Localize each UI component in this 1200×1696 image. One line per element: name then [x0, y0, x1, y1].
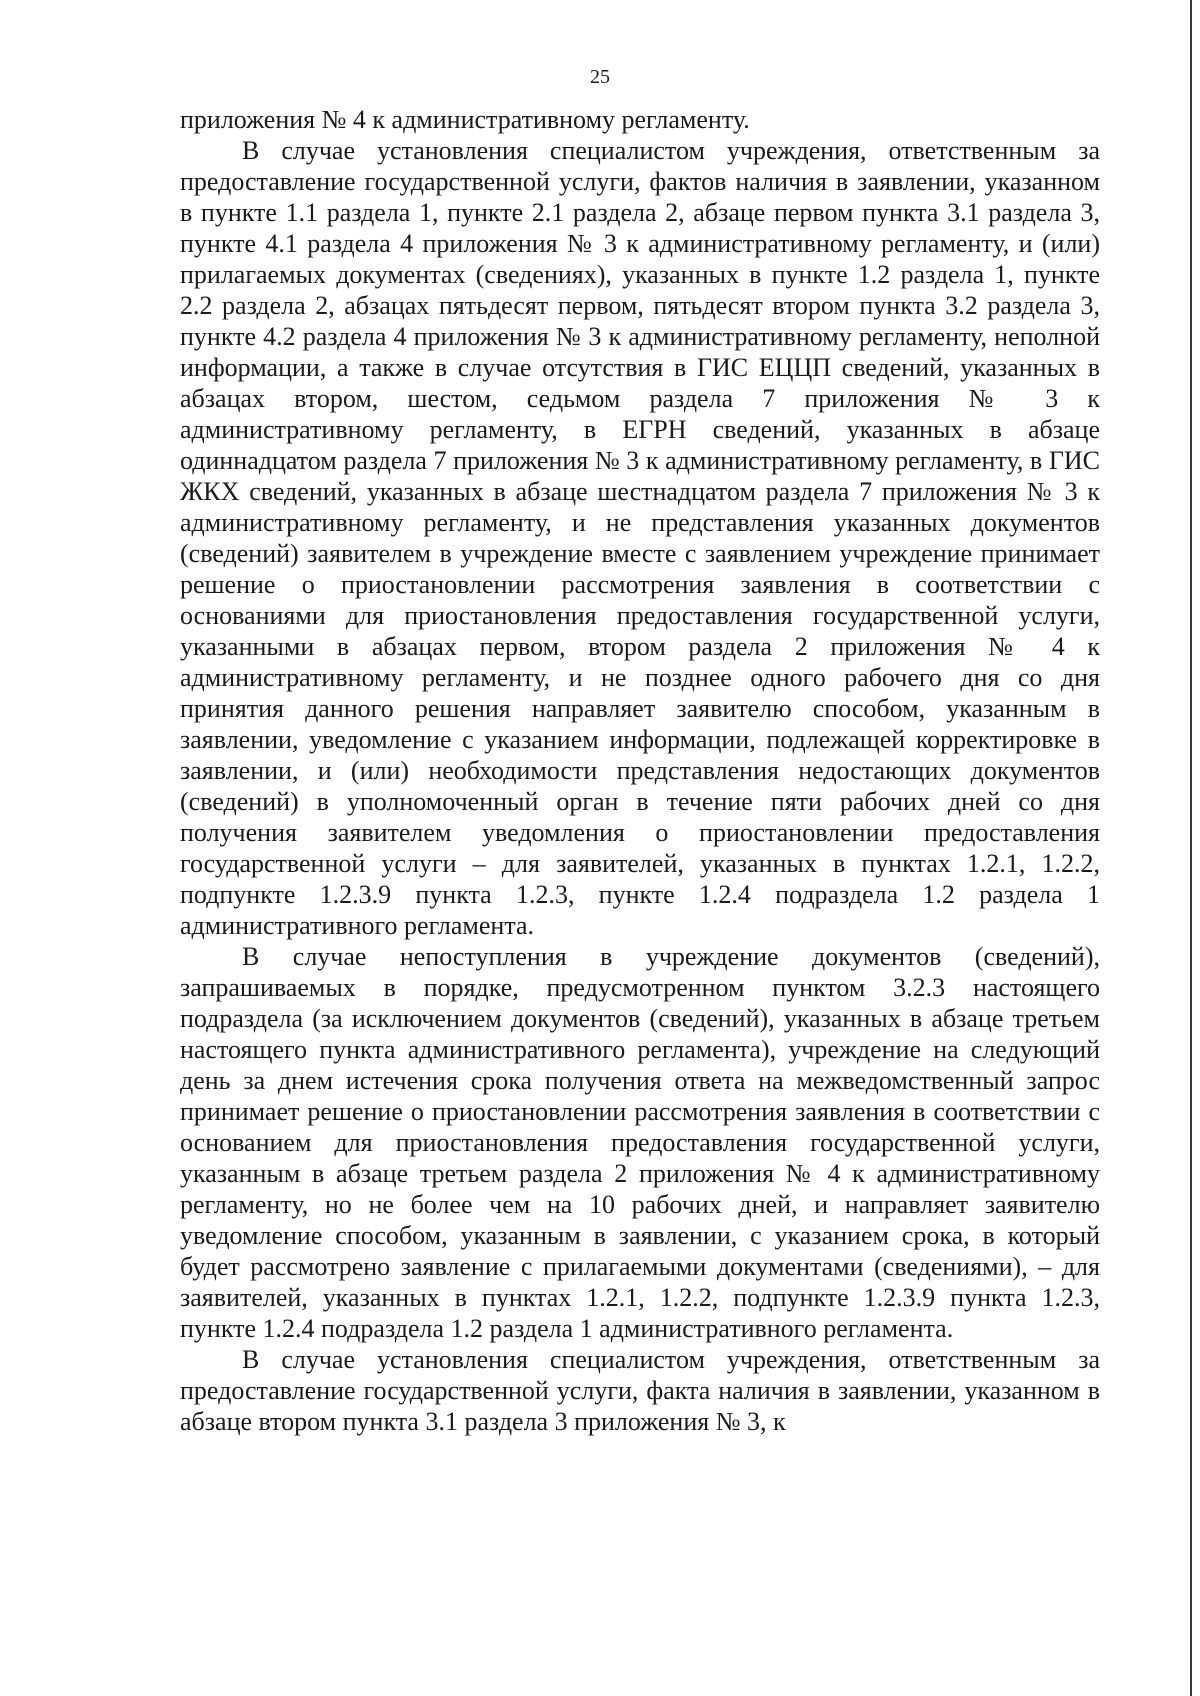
paragraph-continuation: приложения № 4 к административному регламенту.: [180, 105, 750, 134]
page-number: 25: [590, 66, 610, 88]
paragraph: В случае установления специалистом учреждения, ответственным за предоставление государственной услуги, факта наличия в заявлении, указанном в абзаце втором пункта 3.1 раздела 3 приложения № 3, к: [180, 1345, 1100, 1436]
paragraph: В случае установления специалистом учреждения, ответственным за предоставление государственной услуги, фактов наличия в заявлении, указанном в пункте 1.1 раздела 1, пункте 2.1 раздела 2, абзаце первом пункта 3.1 раздела 3, пункте 4.1 раздела 4 приложения № 3 к административному регламенту, и (или) прилагаемых документах (сведениях), указанных в пункте 1.2 раздела 1, пункте 2.2 раздела 2, абзацах пятьдесят первом, пятьдесят втором пункта 3.2 раздела 3, пункте 4.2 раздела 4 приложения № 3 к административному регламенту, неполной информации, а также в случае отсутствия в ГИС ЕЦЦП сведений, указанных в абзацах втором, шестом, седьмом раздела 7 приложения № 3 к административному регламенту, в ЕГРН сведений, указанных в абзаце одиннадцатом раздела 7 приложения № 3 к административному регламенту, в ГИС ЖКХ сведений, указанных в абзаце шестнадцатом раздела 7 приложения № 3 к административному регламенту, и не представления указанных документов (сведений) заявителем в учреждение вместе с заявлением учреждение принимает решение о приостановлении рассмотрения заявления в соответствии с основаниями для приостановления предоставления государственной услуги, указанными в абзацах первом, втором раздела 2 приложения № 4 к административному регламенту, и не позднее одного рабочего дня со дня принятия данного решения направляет заявителю способом, указанным в заявлении, уведомление с указанием информации, подлежащей корректировке в заявлении, и (или) необходимости представления недостающих документов (сведений) в уполномоченный орган в течение пяти рабочих дней со дня получения заявителем уведомления о приостановлении предоставления государственной услуги – для заявителей, указанных в пунктах 1.2.1, 1.2.2, подпункте 1.2.3.9 пункта 1.2.3, пункте 1.2.4 подраздела 1.2 раздела 1 административного регламента.: [180, 136, 1100, 940]
document-body: [180, 104, 1100, 1437]
scan-page-edge: [1190, 0, 1192, 1696]
paragraph: В случае непоступления в учреждение документов (сведений), запрашиваемых в порядке, предусмотренном пунктом 3.2.3 настоящего подраздела (за исключением документов (сведений), указанных в абзаце третьем настоящего пункта административного регламента), учреждение на следующий день за днем истечения срока получения ответа на межведомственный запрос принимает решение о приостановлении рассмотрения заявления в соответствии с основанием для приостановления предоставления государственной услуги, указанным в абзаце третьем раздела 2 приложения № 4 к административному регламенту, но не более чем на 10 рабочих дней, и направляет заявителю уведомление способом, указанным в заявлении, с указанием срока, в который будет рассмотрено заявление с прилагаемыми документами (сведениями), – для заявителей, указанных в пунктах 1.2.1, 1.2.2, подпункте 1.2.3.9 пункта 1.2.3, пункте 1.2.4 подраздела 1.2 раздела 1 административного регламента.: [180, 942, 1100, 1343]
